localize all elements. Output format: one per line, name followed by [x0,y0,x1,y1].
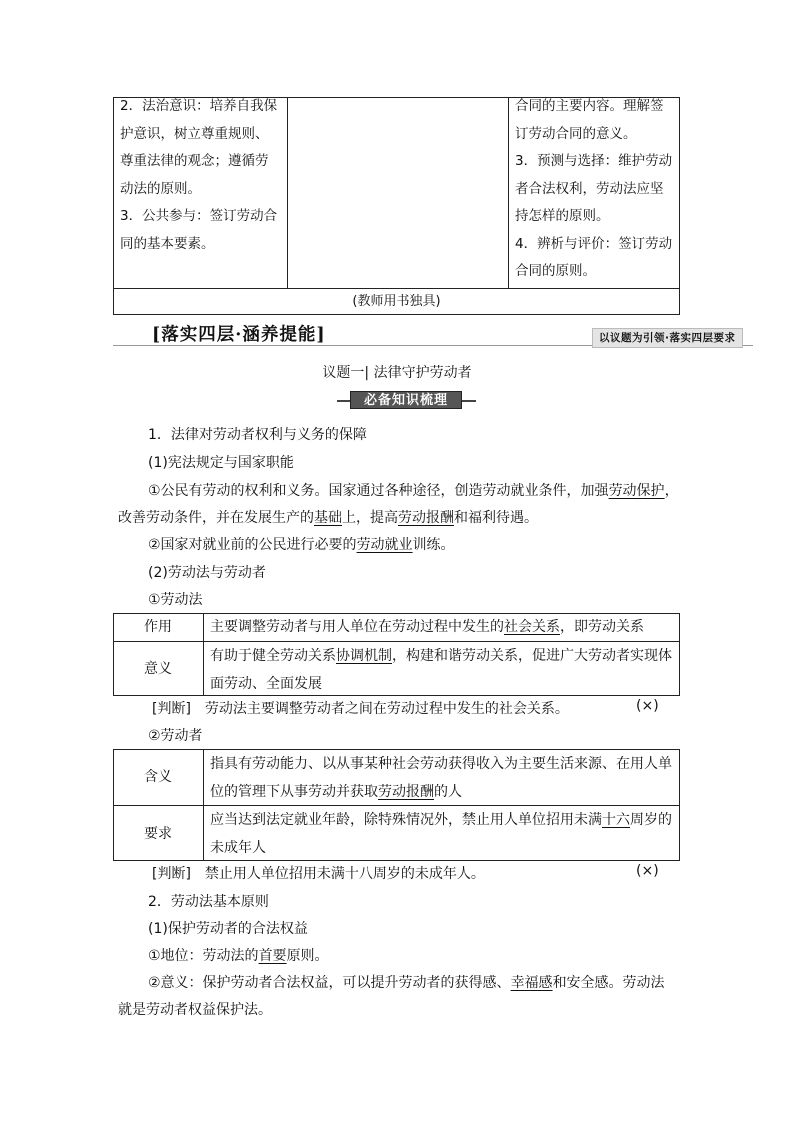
col3-line: 合同的原则。 [515,263,596,279]
item-worker: ②劳动者 [148,728,203,744]
judgement-2: [判断] 禁止用人单位招用未满十八周岁的未成年人。 [152,866,485,882]
row-text: 有助于健全劳动关系协调机制，构建和谐劳动关系，促进广大劳动者实现体 面劳动、全面发展 [210,648,672,692]
paragraph-position: ①地位：劳动法的首要原则。 [148,948,329,964]
col1-line: 尊重法律的观念；遵循劳 [120,153,269,169]
paragraph-significance-cont: 就是劳动者权益保护法。 [118,1002,272,1018]
col3-line: 持怎样的原则。 [515,208,610,224]
knowledge-label: 必备知识梳理 [350,391,462,409]
blank-answer: 社会关系 [504,619,560,635]
table-row [114,805,679,862]
table-divider [508,98,509,288]
blank-answer: 基础 [314,510,342,526]
subheading-2-1: (1)保护劳动者的合法权益 [148,921,308,937]
blank-answer: 劳动保护 [608,483,665,499]
section-title: [落实四层·涵养提能] [152,325,326,345]
knowledge-banner [0,390,794,412]
teacher-note: (教师用书独具) [352,294,441,309]
col1-line: 护意识，树立尊重规则、 [120,125,269,142]
item-labor-law: ①劳动法 [148,592,203,608]
judgement-1-mark: (×) [636,698,659,714]
subheading-1-1: (1)宪法规定与国家职能 [148,455,294,471]
col1-line: 同的基本要素。 [120,235,215,252]
judgement-1: [判断] 劳动法主要调整劳动者之间在劳动过程中发生的社会关系。 [152,701,569,717]
blank-answer: 首要 [258,948,287,964]
row-label: 作用 [144,619,172,635]
paragraph-training: ②国家对就业前的公民进行必要的劳动就业训练。 [148,537,455,553]
col1-line: 动法的原则。 [120,180,201,197]
table-row [114,750,679,805]
row-text: 指具有劳动能力、以从事某种社会劳动获得收入为主要生活来源、在用人单 位的管理下从事劳动并获取劳动报酬的人 [210,756,672,800]
heading-2: 2．劳动法基本原则 [148,894,269,910]
col1-line: 3．公共参与：签订劳动合 [120,208,278,224]
objectives-col1 [120,93,277,258]
topic-heading: 议题一| 法律守护劳动者 [322,365,472,381]
blank-answer: 劳动报酬 [378,784,434,800]
row-label: 含义 [144,769,172,785]
worker-table [113,749,680,861]
objectives-table [113,97,680,315]
blank-answer: 劳动就业 [356,537,413,553]
table-row [114,614,679,641]
section-badge: 以议题为引领·落实四层要求 [592,328,743,348]
blank-answer: 协调机制 [336,648,392,664]
row-label: 要求 [144,826,172,842]
col3-line: 订劳动合同的意义。 [515,125,637,142]
col3-line: 3．预测与选择：维护劳动 [515,153,673,169]
labor-law-table [113,613,680,696]
col1-line: 2．法治意识：培养自我保 [120,98,278,114]
paragraph-rights-cont: 改善劳动条件，并在发展生产的基础上，提高劳动报酬和福利待遇。 [118,510,538,526]
paragraph-rights: ①公民有劳动的权利和义务。国家通过各种途径，创造劳动就业条件，加强劳动保护， [148,483,679,499]
table-row [114,641,679,697]
row-text: 应当达到法定就业年龄，除特殊情况外，禁止用人单位招用未满十六周岁的 未成年人 [210,812,672,856]
heading-1: 1．法律对劳动者权利与义务的保障 [148,427,367,443]
objectives-col3 [515,93,672,286]
paragraph-significance: ②意义：保护劳动者合法权益，可以提升劳动者的获得感、幸福感和安全感。劳动法 [148,975,665,991]
row-text: 主要调整劳动者与用人单位在劳动过程中发生的社会关系，即劳动关系 [210,619,644,635]
col3-line: 合同的主要内容。理解签 [515,98,664,114]
blank-answer: 劳动报酬 [398,510,454,526]
col3-line: 者合法权利，劳动法应坚 [515,180,664,197]
blank-answer: 幸福感 [510,975,553,991]
blank-answer: 十六 [602,812,630,828]
judgement-2-mark: (×) [636,863,659,879]
col3-line: 4．辨析与评价：签订劳动 [515,235,673,252]
row-label: 意义 [144,661,172,677]
table-divider [287,98,288,288]
subheading-1-2: (2)劳动法与劳动者 [148,565,266,581]
